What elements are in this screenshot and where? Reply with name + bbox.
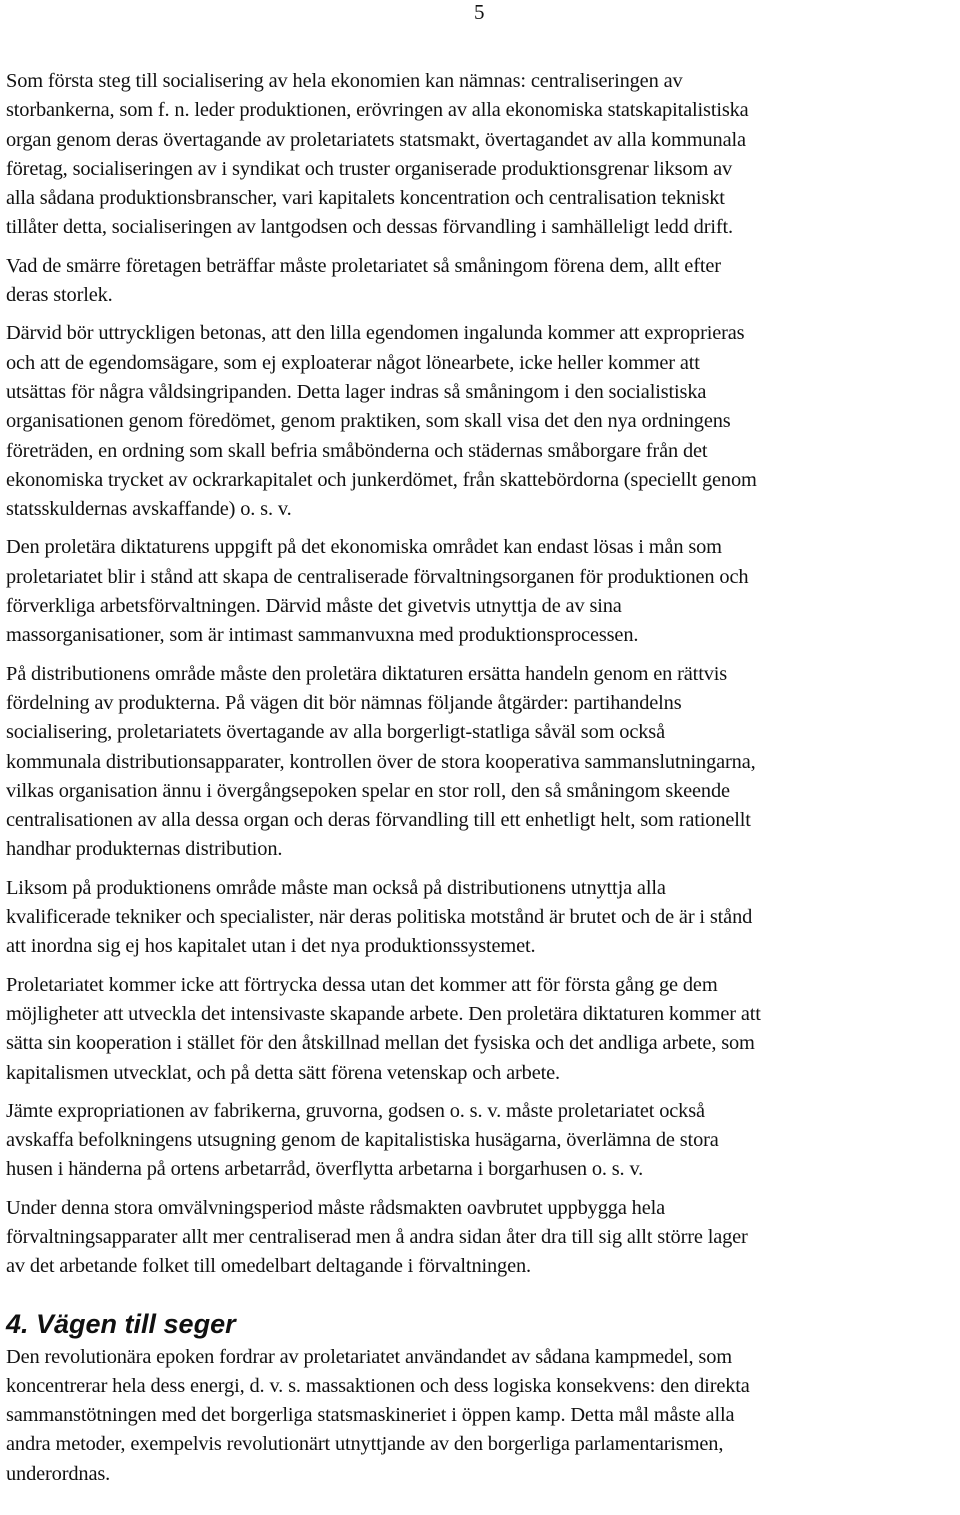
paragraph: Under denna stora omvälvningsperiod måste rådsmakten oavbrutet uppbygga hela förvaltningsapparater allt mer centraliserad men å andra sidan åter dra till sig allt större lager av det arbetande folket till omedelbart deltagande i förvaltningen.: [6, 1196, 748, 1278]
paragraph: Proletariatet kommer icke att förtrycka dessa utan det kommer att för första gång ge dem möjligheter att utveckla det intensivaste skapande arbete. Den proletära diktaturen kommer att sätta sin kooperation i stället för den åtskillnad mellan det fysiska och det andliga arbete, som kapitalismen utvecklat, och på detta sätt förena vetenskap och arbete.: [6, 973, 761, 1084]
paragraph: Jämte expropriationen av fabrikerna, gruvorna, godsen o. s. v. måste proletariatet också avskaffa befolkningens utsugning genom de kapitalistiska husägarna, överlämna de stora husen i händerna på ortens arbetarråd, överflytta arbetarna i borgarhusen o. s. v.: [6, 1099, 719, 1181]
paragraph: Den proletära diktaturens uppgift på det ekonomiska området kan endast lösas i mån som proletariatet blir i stånd att skapa de centraliserade förvaltningsorganen för produktionen och förverkliga arbetsförvaltningen. Därvid måste det givetvis utnyttja de av sina massorganisationer, som är intimast sammanvuxna med produktionsprocessen.: [6, 536, 749, 647]
paragraph: Vad de smärre företagen beträffar måste proletariatet så småningom förena dem, allt efter deras storlek.: [6, 254, 721, 307]
page-number: 5: [474, 0, 485, 24]
paragraph: På distributionens område måste den proletära diktaturen ersätta handeln genom en rättvis fördelning av produkterna. På vägen dit bör nämnas följande åtgärder: partihandelns socialisering, proletariatets övertagande av alla borgerligt-statliga såväl som också kommunala distributionsapparater, kontrollen över de stora kooperativa sammanslutningarna, vilkas organisation ännu i övergångsepoken spelar en stor roll, den så småningom skeende centralisationen av alla dessa organ och deras förvandling till ett enhetligt helt, som rationellt handhar produkternas distribution.: [6, 662, 756, 861]
paragraph: Därvid bör uttryckligen betonas, att den lilla egendomen ingalunda kommer att exproprieras och att de egendomsägare, som ej exploaterar något lönearbete, icke heller kommer att utsättas för några våldsingripanden. Detta lager indras så småningom i den socialistiska organisationen genom föredömet, genom praktiken, som skall visa det den nya ordningens företräden, en ordning som skall befria småbönderna och städernas småborgare från det ekonomiska trycket av ockrarkapitalet och junkerdömet, från skattebördorna (speciellt genom statsskuldernas avskaffande) o. s. v.: [6, 322, 757, 521]
paragraph: Den revolutionära epoken fordrar av proletariatet användandet av sådana kampmedel, som koncentrerar hela dess energi, d. v. s. massaktionen och dess logiska konsekvens: den direkta sammanstötningen med det borgerliga statsmaskineriet i öppen kamp. Detta mål måste alla andra metoder, exempelvis revolutionärt utnyttjande av den borgerliga parlamentarismen, underordnas.: [6, 1345, 750, 1485]
document-body: [6, 67, 956, 1498]
section-heading: 4. Vägen till seger: [6, 1308, 236, 1339]
paragraph: Liksom på produktionens område måste man också på distributionens utnyttja alla kvalificerade tekniker och specialister, när deras politiska motstånd är brutet och de är i stånd att inordna sig ej hos kapitalet utan i det nya produktionssystemet.: [6, 876, 753, 958]
paragraph: Som första steg till socialisering av hela ekonomien kan nämnas: centraliseringen av storbankerna, som f. n. leder produktionen, erövringen av alla ekonomiska statskapitalistiska organ genom deras övertagande av proletariatets statsmakt, övertagandet av alla kommunala företag, socialiseringen av i syndikat och truster organiserade produktionsgrenar liksom av alla sådana produktionsbranscher, vari kapitalets koncentration och centralisation tekniskt tillåter detta, socialiseringen av lantgodsen och dessas förvandling i samhälleligt ledd drift.: [6, 70, 749, 239]
